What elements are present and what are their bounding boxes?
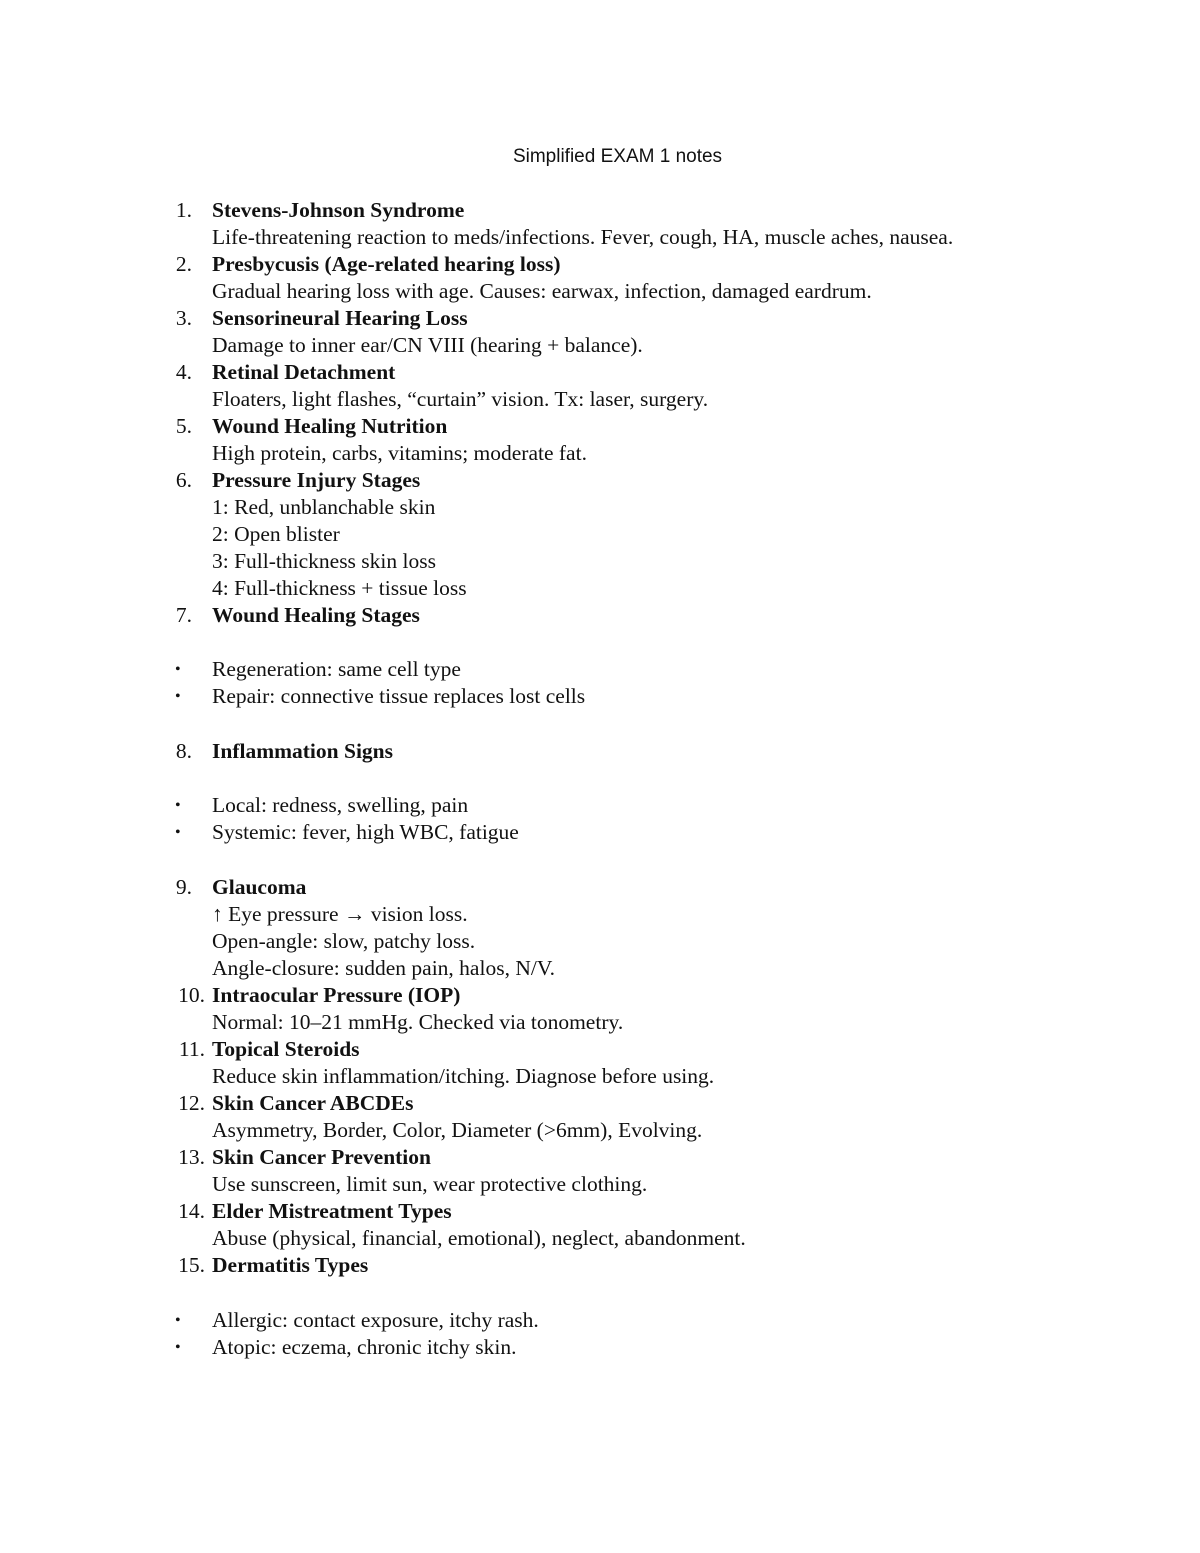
item-text: Asymmetry, Border, Color, Diameter (>6mm), Evolving. (212, 1118, 703, 1142)
item-text: Gradual hearing loss with age. Causes: earwax, infection, damaged eardrum. (212, 279, 872, 303)
item-number: 7. (175, 603, 192, 627)
item-text: Angle-closure: sudden pain, halos, N/V. (212, 956, 555, 980)
item-heading: Retinal Detachment (212, 360, 396, 384)
bullet-text: Allergic: contact exposure, itchy rash. (212, 1308, 539, 1332)
item-text: Open-angle: slow, patchy loss. (212, 929, 476, 953)
bullet-text: Local: redness, swelling, pain (212, 793, 469, 817)
bullet-icon: • (175, 824, 181, 841)
item-number: 4. (175, 360, 192, 384)
item-number: 3. (175, 306, 192, 330)
bullet-icon: • (175, 1312, 181, 1329)
item-text: Use sunscreen, limit sun, wear protective clothing. (212, 1172, 648, 1196)
item-number: 11. (178, 1037, 205, 1061)
item-heading: Elder Mistreatment Types (212, 1199, 452, 1223)
item-heading: Pressure Injury Stages (212, 468, 421, 492)
item-heading: Dermatitis Types (212, 1253, 369, 1277)
item-number: 2. (175, 252, 192, 276)
bullet-text: Atopic: eczema, chronic itchy skin. (212, 1335, 517, 1359)
item-number: 1. (175, 198, 192, 222)
item-text: Life-threatening reaction to meds/infections. Fever, cough, HA, muscle aches, nausea. (212, 225, 954, 249)
item-heading: Stevens-Johnson Syndrome (212, 198, 465, 222)
item-number: 6. (175, 468, 192, 492)
item-heading: Inflammation Signs (212, 739, 393, 763)
item-text: Normal: 10–21 mmHg. Checked via tonometry. (212, 1010, 624, 1034)
item-number: 10. (178, 983, 205, 1007)
item-heading: Wound Healing Nutrition (212, 414, 448, 438)
item-text: ↑ Eye pressure → vision loss. (212, 902, 468, 926)
bullet-text: Systemic: fever, high WBC, fatigue (212, 820, 519, 844)
bullet-text: Regeneration: same cell type (212, 657, 461, 681)
bullet-icon: • (175, 688, 181, 705)
item-heading: Wound Healing Stages (212, 603, 420, 627)
bullet-icon: • (175, 661, 181, 678)
item-number: 15. (178, 1253, 205, 1277)
item-number: 12. (178, 1091, 205, 1115)
item-number: 14. (178, 1199, 205, 1223)
item-heading: Topical Steroids (212, 1037, 360, 1061)
item-text: 2: Open blister (212, 522, 340, 546)
item-text: Damage to inner ear/CN VIII (hearing + balance). (212, 333, 643, 357)
item-heading: Glaucoma (212, 875, 307, 899)
item-heading: Skin Cancer ABCDEs (212, 1091, 414, 1115)
item-text: Abuse (physical, financial, emotional), neglect, abandonment. (212, 1226, 746, 1250)
bullet-icon: • (175, 797, 181, 814)
item-heading: Skin Cancer Prevention (212, 1145, 431, 1169)
item-text: Floaters, light flashes, “curtain” vision. Tx: laser, surgery. (212, 387, 709, 411)
item-heading: Sensorineural Hearing Loss (212, 306, 468, 330)
item-number: 5. (175, 414, 192, 438)
page-title: Simplified EXAM 1 notes (512, 146, 723, 167)
item-text: 4: Full-thickness + tissue loss (212, 576, 467, 600)
item-number: 9. (175, 875, 192, 899)
bullet-text: Repair: connective tissue replaces lost cells (212, 684, 586, 708)
item-text: 1: Red, unblanchable skin (212, 495, 436, 519)
item-text: High protein, carbs, vitamins; moderate fat. (212, 441, 587, 465)
item-heading: Presbycusis (Age-related hearing loss) (212, 252, 561, 276)
item-number: 8. (175, 739, 192, 763)
item-number: 13. (178, 1145, 205, 1169)
bullet-icon: • (175, 1339, 181, 1356)
item-text: Reduce skin inflammation/itching. Diagnose before using. (212, 1064, 715, 1088)
item-text: 3: Full-thickness skin loss (212, 549, 436, 573)
item-heading: Intraocular Pressure (IOP) (212, 983, 461, 1007)
